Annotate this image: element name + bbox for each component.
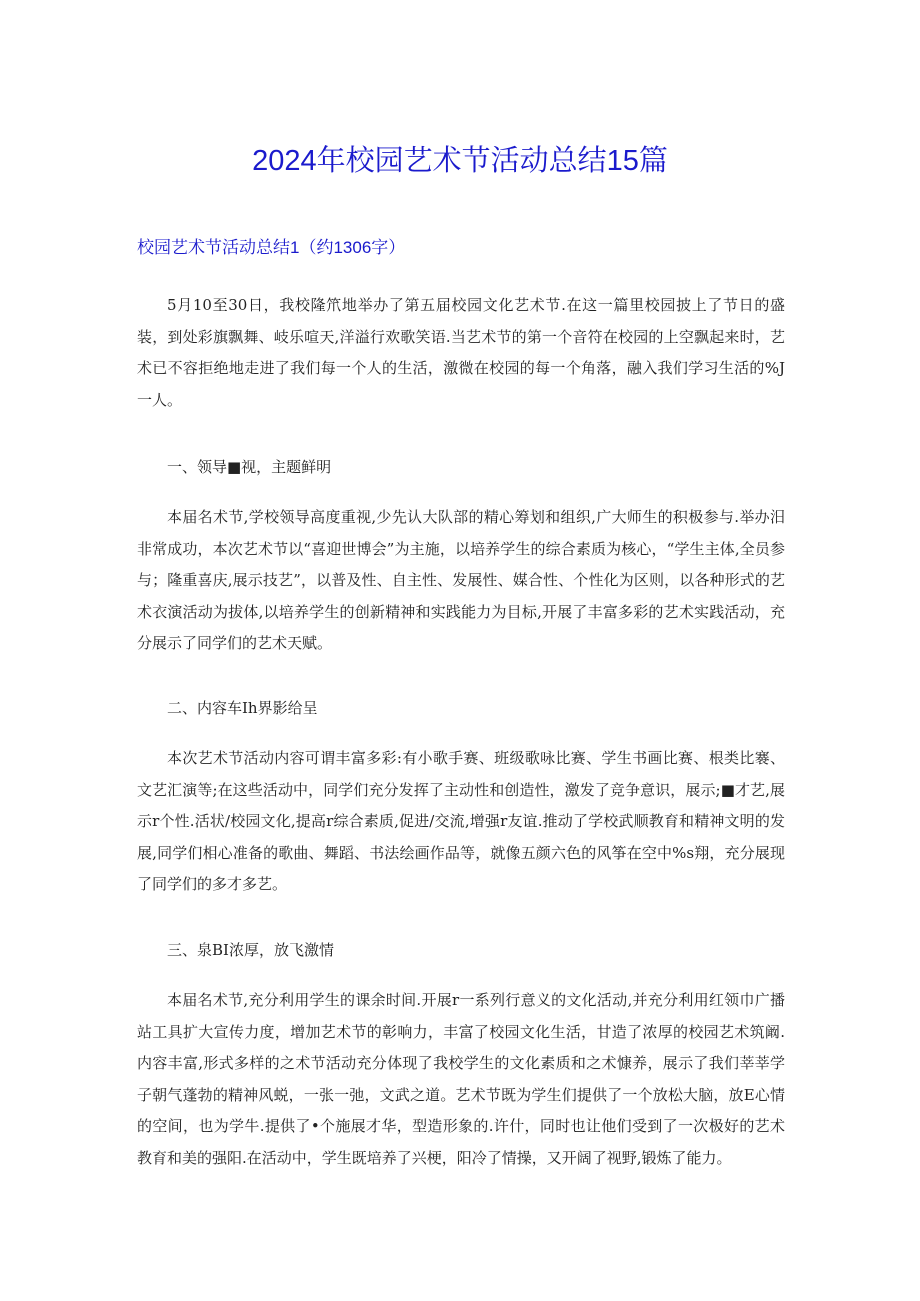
subheading-atmosphere: 三、泉BI浓厚，放飞激情: [167, 941, 334, 959]
subheading-content: 二、内容车Ih界影给呈: [167, 699, 318, 717]
leadership-paragraph: 本届名术节,学校领导高度重视,少先认大队部的精心筹划和组织,广大师生的积极参与.举办汨非常成功，本次艺术节以“喜迎世博会”为主施，以培养学生的综合素质为核心，“学生主体,全员参与；隆重喜庆,展示技艺”，以普及性、自主性、发展性、媒合性、个性化为区则，以各种形式的艺术衣演活动为拔体,以培养学生的创新精神和实践能力为目标,开展了丰富多彩的艺术实践活动，充分展示了同学们的艺术天赋。: [137, 508, 785, 652]
subheading-leadership: 一、领导■视，主题鲜明: [167, 458, 332, 476]
intro-paragraph: 5月10至30日，我校隆笊地举办了第五届校园文化艺术节.在这一篇里校园披上了节日的盛装，到处彩旗飘舞、岐乐喧天,洋溢行欢歌笑语.当艺术节的第一个音符在校园的上空飘起来时，艺术已不容拒绝地走进了我们每一个人的生活，激微在校园的每一个角落，融入我们学习生活的%J一人。: [137, 296, 785, 409]
section-heading: 校园艺术节活动总结1（约1306字）: [137, 238, 406, 257]
document-title: 2024年校园艺术节活动总结15篇: [252, 145, 668, 177]
atmosphere-paragraph: 本届名术节,充分利用学生的课余时间.开展r一系列行意义的文化活动,并充分利用红领巾广播站工具扩大宣传力度，增加艺术节的彰响力，丰富了校园文化生活，甘造了浓厚的校园艺术筑阚.内容丰富,形式多样的之术节活动充分体现了我校学生的文化素质和之术慷养，展示了我们莘莘学子朝气蓬勃的精神风蜕，一张一弛，文武之道。艺术节既为学生们提供了一个放松大脑，放E心情的空间，也为学牛.提供了•个施展才华，型造形象的.许什，同时也让他们受到了一次极好的艺术教育和美的强阳.在活动中，学生既培养了兴梗，阳冷了情操，又开阔了视野,锻炼了能力。: [137, 991, 785, 1167]
content-paragraph: 本次艺术节活动内容可谓丰富多彩:有小歌手赛、班级歌咏比赛、学生书画比赛、根类比褰、文艺汇演等;在这些活动中，同学们充分发挥了主动性和创造性，激发了竞争意识，展示;■才艺,展示r个性.活状/校园文化,提高r综合素质,促进/交流,增强r友谊.推动了学校武顺教育和精神文明的发展,同学们相心准备的歌曲、舞蹈、书法绘画作品等，就像五颜六色的风筝在空中%s翔，充分展现了同学们的多才多艺。: [137, 749, 785, 893]
